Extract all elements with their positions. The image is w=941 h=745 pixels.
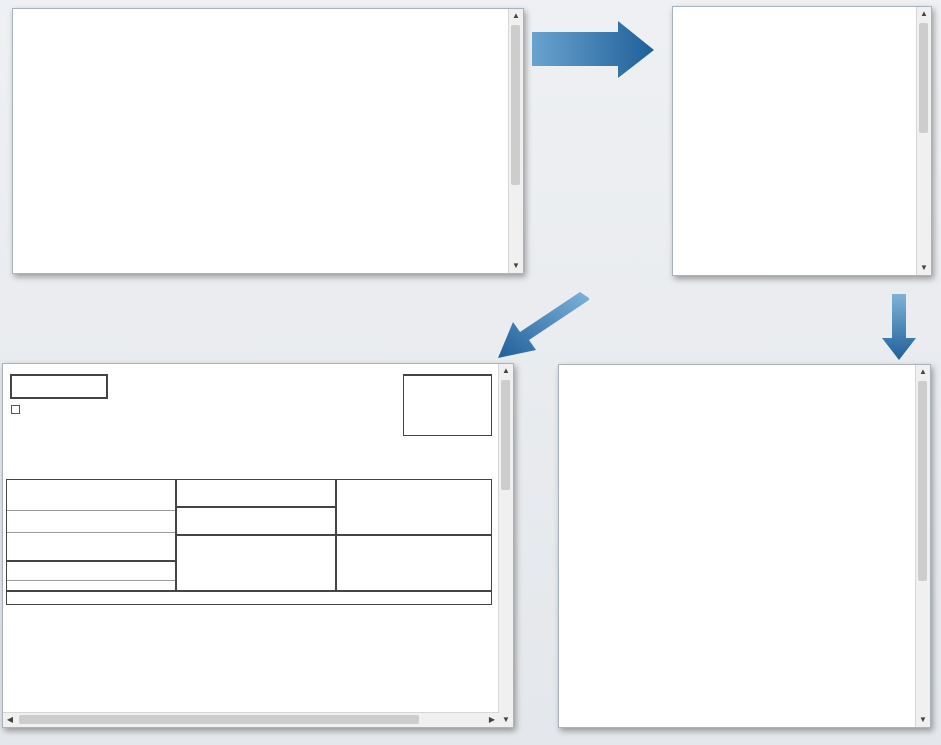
earliest-transaction-box: [176, 507, 336, 535]
city-box: [6, 561, 176, 591]
down-left-arrow-icon: [494, 292, 594, 364]
omb-approval-box: [403, 374, 492, 436]
issuer-box: [176, 479, 336, 507]
form-ui-panel: [672, 6, 932, 276]
instance-vertical-scrollbar[interactable]: [915, 365, 930, 727]
form-vertical-scrollbar[interactable]: [916, 7, 931, 275]
reporting-person-box: [6, 479, 176, 561]
scroll-down-icon[interactable]: ▼: [512, 261, 520, 270]
scroll-up-icon[interactable]: ▲: [512, 11, 520, 20]
table-1-title: [6, 591, 492, 605]
scroll-thumb[interactable]: [19, 715, 419, 724]
scroll-down-icon[interactable]: ▼: [502, 715, 510, 724]
scroll-thumb[interactable]: [511, 25, 520, 185]
relationship-box: [336, 479, 492, 535]
scroll-right-icon[interactable]: ▶: [488, 715, 496, 724]
scroll-thumb[interactable]: [919, 23, 928, 133]
scroll-thumb[interactable]: [918, 381, 927, 581]
scroll-thumb[interactable]: [501, 380, 510, 490]
scroll-up-icon[interactable]: ▲: [502, 366, 510, 375]
filing-box: [336, 535, 492, 591]
instance-xml-panel: [558, 364, 931, 728]
no-longer-subject-checkbox[interactable]: [11, 405, 20, 414]
sec-form-4: [6, 367, 498, 712]
amendment-box: [176, 535, 336, 591]
scroll-left-icon[interactable]: ◀: [6, 715, 14, 724]
scroll-up-icon[interactable]: ▲: [920, 9, 928, 18]
scroll-down-icon[interactable]: ▼: [920, 263, 928, 272]
scroll-down-icon[interactable]: ▼: [919, 715, 927, 724]
schema-vertical-scrollbar[interactable]: [508, 9, 523, 273]
right-arrow-icon: [530, 20, 660, 80]
box2-label: [177, 480, 335, 482]
schema-xml-panel: [12, 8, 524, 274]
scroll-up-icon[interactable]: ▲: [919, 367, 927, 376]
down-arrow-icon: [880, 292, 920, 364]
form-number-box: [10, 374, 108, 399]
sec-form-panel: [2, 363, 514, 728]
box3-label: [177, 508, 335, 510]
sec-horizontal-scrollbar[interactable]: [3, 712, 499, 727]
sec-vertical-scrollbar[interactable]: [498, 364, 513, 727]
